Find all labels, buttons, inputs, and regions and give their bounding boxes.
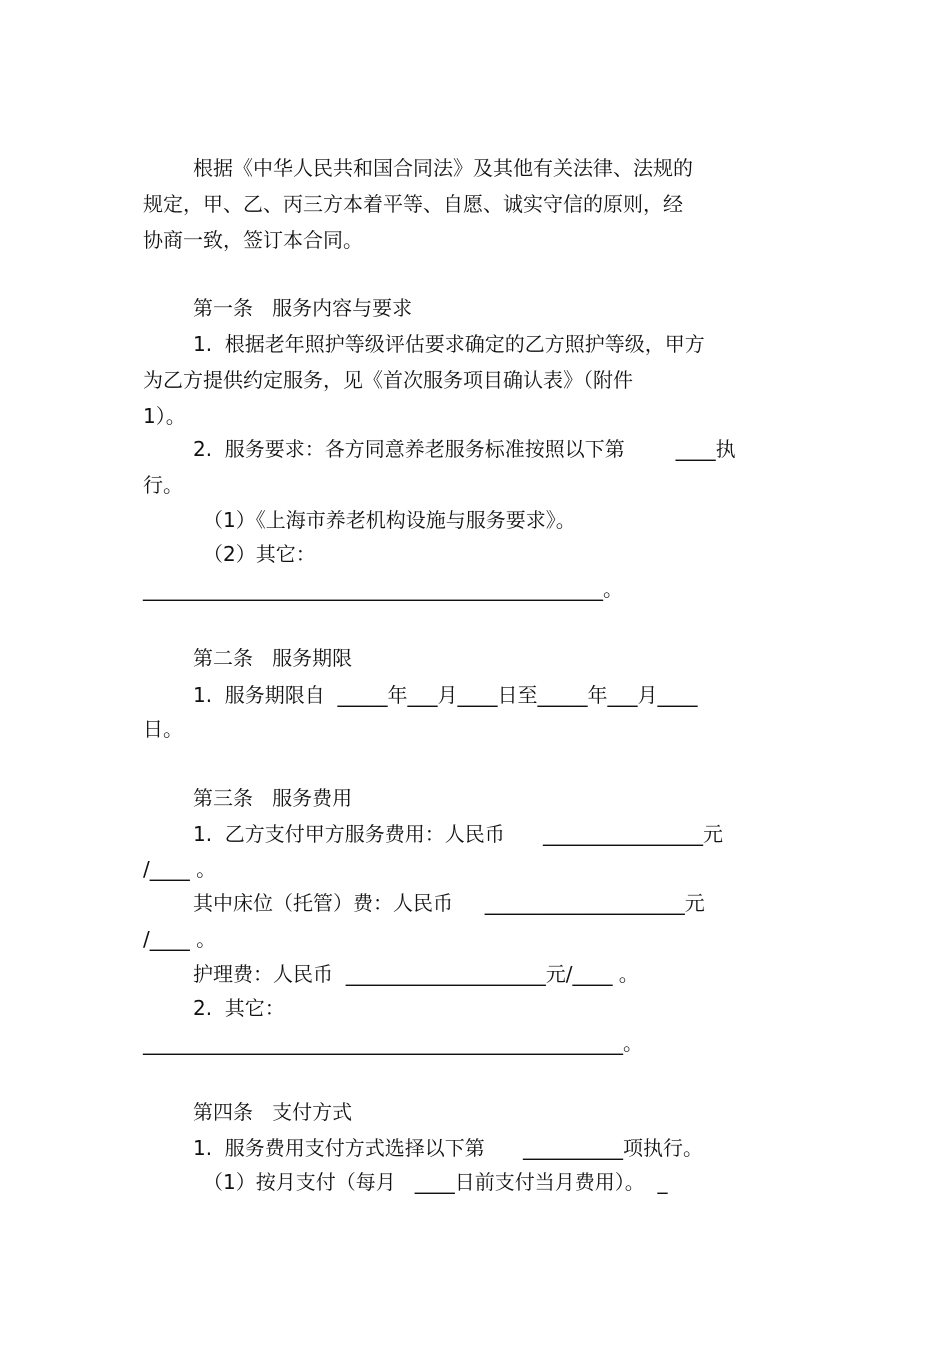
article-4-option-1: （1）按月支付（每月 ____日前支付当月费用）。 _ <box>203 1170 668 1194</box>
article-3-item-2: 2. 其它： <box>193 996 285 1020</box>
article-1-item-2-line-1: 2. 服务要求：各方同意养老服务标准按照以下第 ____执 <box>193 437 736 461</box>
article-3-bed-fee-line-1: 其中床位（托管）费：人民币 ____________________元 <box>193 891 705 915</box>
article-1-item-1-line-3: 1）。 <box>143 404 186 428</box>
article-3-item-1-line-2: /____ 。 <box>143 857 217 881</box>
article-1-item-1-line-2: 为乙方提供约定服务，见《首次服务项目确认表》（附件 <box>143 368 633 392</box>
article-4-item-1: 1. 服务费用支付方式选择以下第 __________项执行。 <box>193 1136 703 1160</box>
article-1-item-1-line-1: 1. 根据老年照护等级评估要求确定的乙方照护等级，甲方 <box>193 332 705 356</box>
article-1-heading: 第一条 服务内容与要求 <box>193 296 413 320</box>
article-1-blank-line: ______________________________________________。 <box>143 577 623 601</box>
preamble-line-2: 规定，甲、乙、丙三方本着平等、自愿、诚实守信的原则，经 <box>143 192 683 216</box>
preamble-line-1: 根据《中华人民共和国合同法》及其他有关法律、法规的 <box>193 156 693 180</box>
article-3-blank-line: ________________________________________________。 <box>143 1031 643 1055</box>
article-2-heading: 第二条 服务期限 <box>193 646 353 670</box>
article-3-heading: 第三条 服务费用 <box>193 786 353 810</box>
article-3-item-1-line-1: 1. 乙方支付甲方服务费用：人民币 ________________元 <box>193 822 723 846</box>
article-2-item-1-line-1: 1. 服务期限自 _____年___月____日至_____年___月____ <box>193 683 698 707</box>
article-2-item-1-line-2: 日。 <box>143 717 183 741</box>
preamble-line-3: 协商一致，签订本合同。 <box>143 228 363 252</box>
article-3-care-fee: 护理费：人民币 ____________________元/____ 。 <box>193 962 639 986</box>
article-1-option-1: （1）《上海市养老机构设施与服务要求》。 <box>203 508 576 532</box>
article-3-bed-fee-line-2: /____ 。 <box>143 927 217 951</box>
article-4-heading: 第四条 支付方式 <box>193 1100 353 1124</box>
article-1-option-2: （2）其它： <box>203 542 316 566</box>
article-1-item-2-line-2: 行。 <box>143 473 183 497</box>
